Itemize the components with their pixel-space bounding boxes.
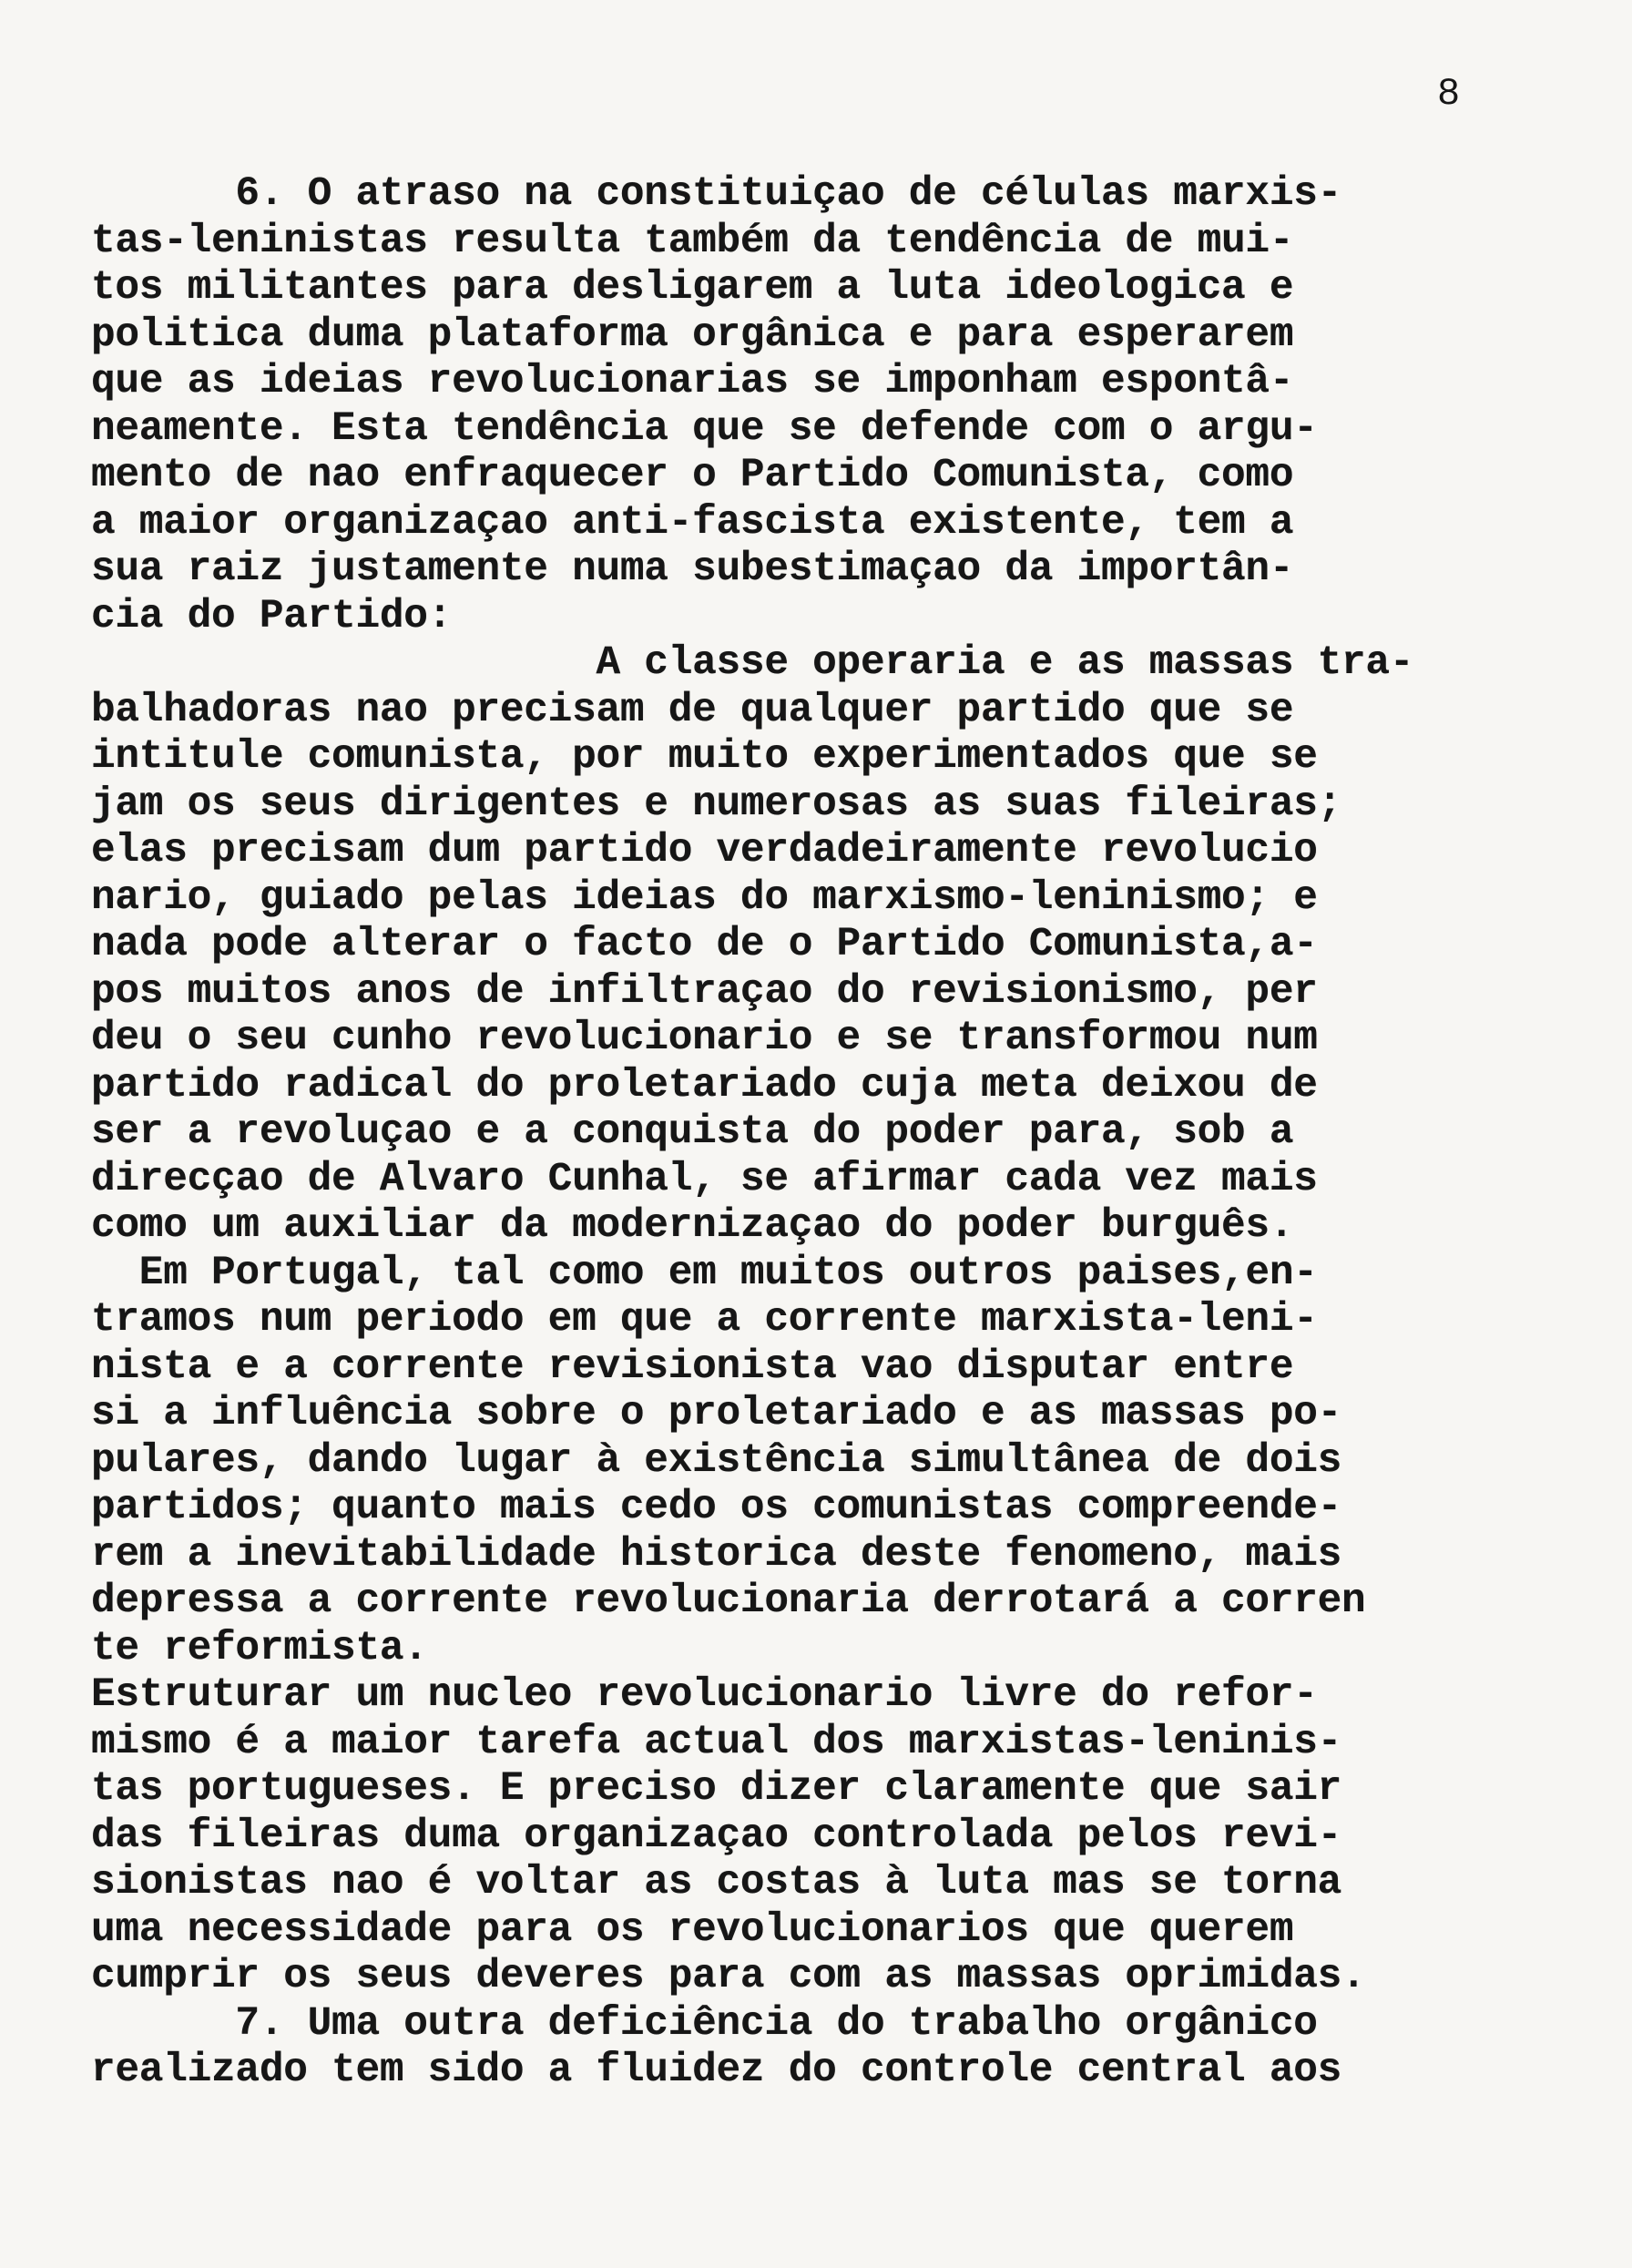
text-line: das fileiras duma organizaçao controlada pelos revi-	[91, 1813, 1342, 1859]
text-line: sionistas nao é voltar as costas à luta mas se torna	[91, 1860, 1342, 1905]
text-line: rem a inevitabilidade historica deste fenomeno, mais	[91, 1531, 1342, 1578]
text-line: depressa a corrente revolucionaria derrotará a corren	[91, 1578, 1366, 1624]
text-line: direcçao de Alvaro Cunhal, se afirmar cada vez mais	[91, 1156, 1318, 1202]
text-line: sua raiz justamente numa subestimaçao da importân-	[91, 547, 1294, 592]
text-line: uma necessidade para os revolucionarios que querem	[91, 1906, 1294, 1953]
text-line: partido radical do proletariado cuja meta deixou de	[91, 1062, 1318, 1108]
text-line: nario, guiado pelas ideias do marxismo-leninismo; e	[91, 874, 1318, 921]
text-line: 6. O atraso na constituiçao de células marxis-	[91, 171, 1342, 217]
text-line: pos muitos anos de infiltraçao do revisionismo, per	[91, 968, 1318, 1015]
text-line: neamente. Esta tendência que se defende com o argu-	[91, 405, 1318, 452]
text-line: cumprir os seus deveres para com as massas oprimidas.	[91, 1954, 1366, 1999]
text-line: tramos num periodo em que a corrente marxista-leni-	[91, 1297, 1318, 1343]
text-line: deu o seu cunho revolucionario e se transformou num	[91, 1016, 1318, 1061]
text-line: tas-leninistas resulta também da tendência de mui-	[91, 218, 1294, 264]
text-line: cia do Partido:	[91, 593, 453, 639]
text-line: nista e a corrente revisionista vao disputar entre	[91, 1343, 1294, 1390]
text-line: mismo é a maior tarefa actual dos marxistas-leninis-	[91, 1719, 1342, 1765]
text-line: balhadoras nao precisam de qualquer partido que se	[91, 687, 1294, 733]
text-line: que as ideias revolucionarias se imponham espontâ-	[91, 359, 1294, 404]
text-line: tas portugueses. E preciso dizer claramente que sair	[91, 1766, 1342, 1812]
text-line: nada pode alterar o facto de o Partido Comunista,a-	[91, 922, 1318, 967]
text-line: partidos; quanto mais cedo os comunistas compreende-	[91, 1485, 1342, 1530]
text-line: si a influência sobre o proletariado e as massas po-	[91, 1391, 1342, 1436]
page-number: 8	[1437, 72, 1461, 116]
text-line: A classe operaria e as massas tra-	[91, 640, 1414, 686]
text-line: Estruturar um nucleo revolucionario livre do refor-	[91, 1672, 1318, 1718]
text-line: Em Portugal, tal como em muitos outros paises,en-	[91, 1250, 1318, 1296]
text-line: intitule comunista, por muito experimentados que se	[91, 734, 1318, 780]
text-line: ser a revoluçao e a conquista do poder para, sob a	[91, 1109, 1294, 1155]
text-line: pulares, dando lugar à existência simultânea de dois	[91, 1437, 1342, 1484]
text-line: jam os seus dirigentes e numerosas as suas fileiras;	[91, 781, 1342, 827]
text-line: politica duma plataforma orgânica e para esperarem	[91, 312, 1294, 358]
text-line: tos militantes para desligarem a luta ideologica e	[91, 265, 1294, 311]
text-line: mento de nao enfraquecer o Partido Comunista, como	[91, 453, 1294, 498]
body-text	[91, 171, 1557, 2095]
text-line: a maior organizaçao anti-fascista existente, tem a	[91, 499, 1294, 546]
text-line: realizado tem sido a fluidez do controle central aos	[91, 2048, 1342, 2093]
text-line: como um auxiliar da modernizaçao do poder burguês.	[91, 1203, 1294, 1249]
text-line: elas precisam dum partido verdadeiramente revolucio	[91, 828, 1318, 873]
text-line: 7. Uma outra deficiência do trabalho orgânico	[91, 2000, 1318, 2047]
text-line: te reformista.	[91, 1625, 428, 1671]
